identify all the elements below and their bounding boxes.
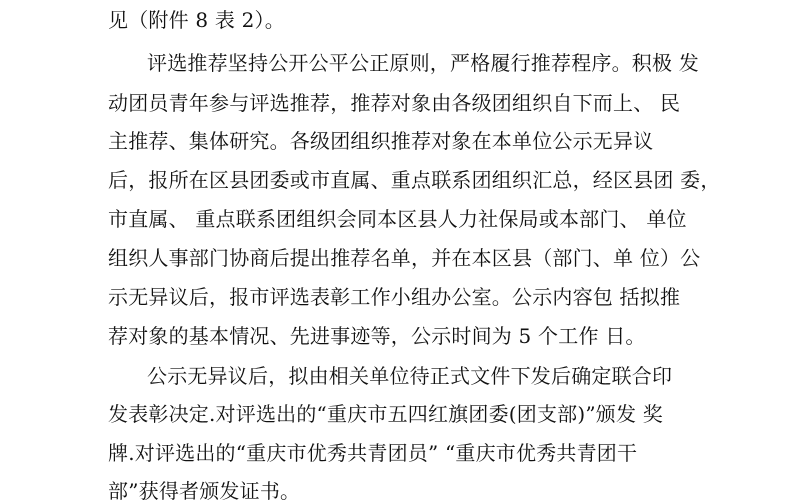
text-line-3: 动团员青年参与评选推荐，推荐对象由各级团组织自下而上、 民: [108, 91, 681, 115]
text-line-11: 发表彰决定.对评选出的“重庆市五四红旗团委(团支部)”颁发 奖: [108, 402, 663, 426]
text-line-7: 组织人事部门协商后提出推荐名单，并在本区县（部门、单 位）公: [108, 246, 701, 270]
text-line-8: 示无异议后，报市评选表彰工作小组办公室。公示内容包 括拟推: [108, 285, 681, 309]
text-line-1: 见（附件 8 表 2）。: [108, 8, 285, 32]
text-line-4: 主推荐、集体研究。各级团组织推荐对象在本单位公示无异议: [108, 129, 654, 153]
text-line-9: 荐对象的基本情况、先进事迹等，公示时间为 5 个工作 日。: [108, 324, 646, 348]
text-line-2: 评选推荐坚持公开公平公正原则，严格履行推荐程序。积极 发: [147, 51, 699, 75]
text-line-5: 后，报所在区县团委或市直属、重点联系团组织汇总，经区县团 委，: [108, 168, 721, 192]
text-line-13: 部”获得者颁发证书。: [108, 479, 301, 503]
text-line-10: 公示无异议后，拟由相关单位待正式文件下发后确定联合印: [147, 364, 673, 388]
text-line-12: 牌.对评选出的“重庆市优秀共青团员” “重庆市优秀共青团干: [108, 441, 638, 465]
text-line-6: 市直属、 重点联系团组织会同本区县人力社保局或本部门、 单位: [108, 207, 687, 231]
